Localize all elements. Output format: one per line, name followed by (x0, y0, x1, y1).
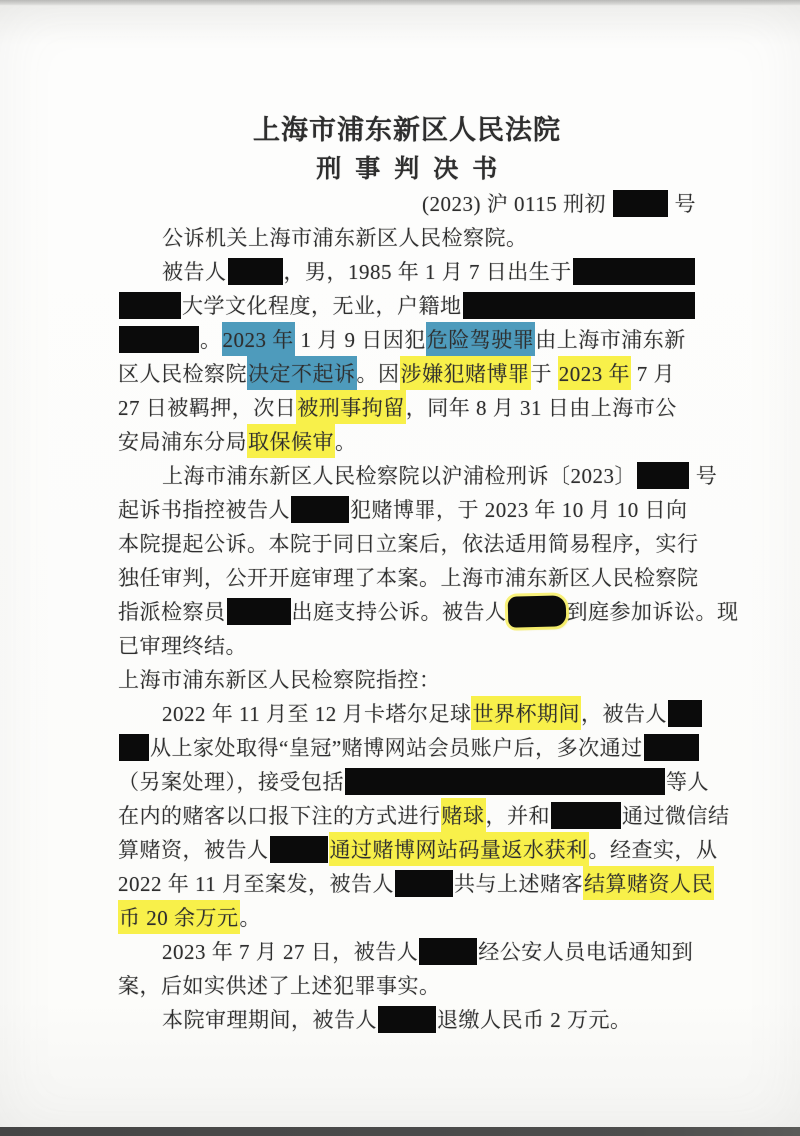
document-line (118, 594, 739, 628)
text-run: (2023) 沪 0115 刑初 (422, 192, 612, 216)
document-line (118, 356, 696, 390)
redaction-box (613, 190, 668, 217)
page-title (118, 106, 696, 148)
document-line (118, 424, 696, 458)
redaction-box (644, 734, 699, 761)
text-run: 安局浦东分局 (118, 430, 247, 454)
text-run: ，男，1985 年 1 月 7 日出生于 (283, 260, 572, 284)
text-run: 刑 事 判 决 书 (316, 156, 498, 183)
document-line (118, 458, 718, 492)
redaction-box (291, 496, 349, 523)
text-run: 。因 (356, 362, 400, 386)
text-run: ，同年 8 月 31 日由上海市公 (405, 396, 677, 420)
text-run: 独任审判，公开开庭审理了本案。上海市浦东新区人民检察院 (118, 566, 699, 590)
redaction-box (270, 836, 328, 863)
text-run: 大学文化程度，无业，户籍地 (182, 294, 462, 318)
text-run: 指派检察员 (118, 600, 226, 624)
document-line (118, 492, 696, 526)
yellow-highlight-text: 世界杯期间 (471, 696, 581, 730)
document-line (118, 696, 696, 730)
text-run: 在内的赌客以口报下注的方式进行 (118, 804, 441, 828)
document-line (118, 730, 696, 764)
text-run: （另案处理），接受包括 (118, 770, 344, 794)
text-run: 2023 年 7 月 27 日，被告人 (162, 940, 419, 964)
redaction-box (419, 938, 477, 965)
text-run: 。经查实，从 (588, 838, 718, 862)
text-run: 本院提起公诉。本院于同日立案后，依法适用简易程序，实行 (118, 532, 699, 556)
yellow-highlight-text: 通过赌博网站码量返水获利 (329, 832, 589, 866)
document-line (118, 832, 718, 866)
document-line (118, 764, 709, 798)
text-run: 犯赌博罪，于 2023 年 10 月 10 日向 (350, 498, 688, 522)
document-line (118, 288, 696, 322)
text-run: 上海市浦东新区人民检察院以沪浦检刑诉〔2023〕 (162, 464, 636, 488)
text-run: 由上海市浦东新 (535, 328, 686, 352)
document-line (118, 934, 696, 968)
text-run: 到庭参加诉讼。现 (566, 600, 739, 624)
text-run: 通过微信结 (622, 804, 730, 828)
document-line (118, 322, 696, 356)
photo-top-edge (0, 0, 800, 6)
yellow-highlight-text: 赌球 (441, 798, 486, 832)
text-run: 1 月 9 日因犯 (294, 328, 426, 352)
text-run: 。 (239, 906, 261, 930)
text-run: 上海市浦东新区人民法院 (253, 114, 561, 145)
text-run: 等人 (666, 770, 709, 794)
text-run: 已审理终结。 (118, 634, 247, 658)
text-run: 从上家处取得“皇冠”赌博网站会员账户后，多次通过 (150, 736, 643, 760)
text-run: 上海市浦东新区人民检察院指控： (118, 668, 441, 692)
blue-highlight-text: 2023 年 (222, 322, 295, 356)
document-body (118, 106, 739, 1036)
blue-highlight-text: 危险驾驶罪 (426, 322, 536, 356)
text-run: 27 日被羁押，次日 (118, 396, 297, 420)
yellow-highlight-text: 结算赌资人民 (583, 866, 714, 900)
redaction-box (637, 462, 689, 489)
document-line (118, 968, 696, 1002)
document-line (118, 220, 696, 254)
redaction-box (227, 598, 291, 625)
document-line (118, 390, 696, 424)
text-run: 号 (690, 464, 718, 488)
yellow-highlight-text: 被刑事拘留 (296, 390, 406, 424)
document-line (118, 628, 696, 662)
document-line (118, 560, 699, 594)
text-run: 。 (200, 328, 222, 352)
yellow-highlight-text: 取保候审 (247, 424, 335, 458)
redaction-box (119, 326, 199, 353)
text-run: 共与上述赌客 (453, 872, 583, 896)
document-line (118, 254, 696, 288)
text-run: 出庭支持公诉。被告人 (291, 600, 507, 624)
case-number-line (118, 186, 696, 220)
document-line (118, 1002, 696, 1036)
document-line (118, 866, 713, 900)
text-run: ，被告人 (580, 702, 667, 726)
photo-bottom-edge (0, 1127, 800, 1136)
page-subtitle (118, 148, 696, 186)
redaction-blob (507, 595, 566, 628)
redaction-box (228, 258, 283, 285)
text-run: 。 (335, 430, 357, 454)
text-run: 起诉书指控被告人 (118, 498, 290, 522)
yellow-highlight-text: 2023 年 (558, 356, 631, 390)
text-run: ，并和 (485, 804, 550, 828)
redaction-box (119, 734, 149, 761)
redaction-box (119, 292, 181, 319)
document-line (118, 900, 696, 934)
text-run: 区人民检察院 (118, 362, 247, 386)
text-run: 经公安人员电话通知到 (478, 940, 694, 964)
yellow-highlight-text: 涉嫌犯赌博罪 (400, 356, 531, 390)
text-run: 2022 年 11 月至 12 月卡塔尔足球 (162, 702, 472, 726)
text-run: 号 (668, 192, 696, 216)
redaction-box (551, 802, 621, 829)
blue-highlight-text: 决定不起诉 (247, 356, 357, 390)
yellow-highlight-text: 币 20 余万元 (118, 900, 240, 934)
redaction-box (573, 258, 695, 285)
text-run: 7 月 (631, 362, 675, 386)
text-run: 公诉机关上海市浦东新区人民检察院。 (162, 226, 528, 250)
document-line (118, 526, 699, 560)
text-run: 2022 年 11 月至案发，被告人 (118, 872, 394, 896)
document-line (118, 798, 730, 832)
text-run: 退缴人民币 2 万元。 (437, 1008, 632, 1032)
text-run: 算赌资，被告人 (118, 838, 269, 862)
redaction-box (395, 870, 453, 897)
text-run: 案，后如实供述了上述犯罪事实。 (118, 974, 441, 998)
document-line (118, 662, 696, 696)
text-run: 被告人 (162, 260, 227, 284)
text-run: 本院审理期间，被告人 (162, 1008, 377, 1032)
redaction-box (463, 292, 696, 319)
redaction-box (378, 1006, 436, 1033)
redaction-box (668, 700, 702, 727)
text-run: 于 (530, 362, 558, 386)
redaction-box (345, 768, 665, 795)
